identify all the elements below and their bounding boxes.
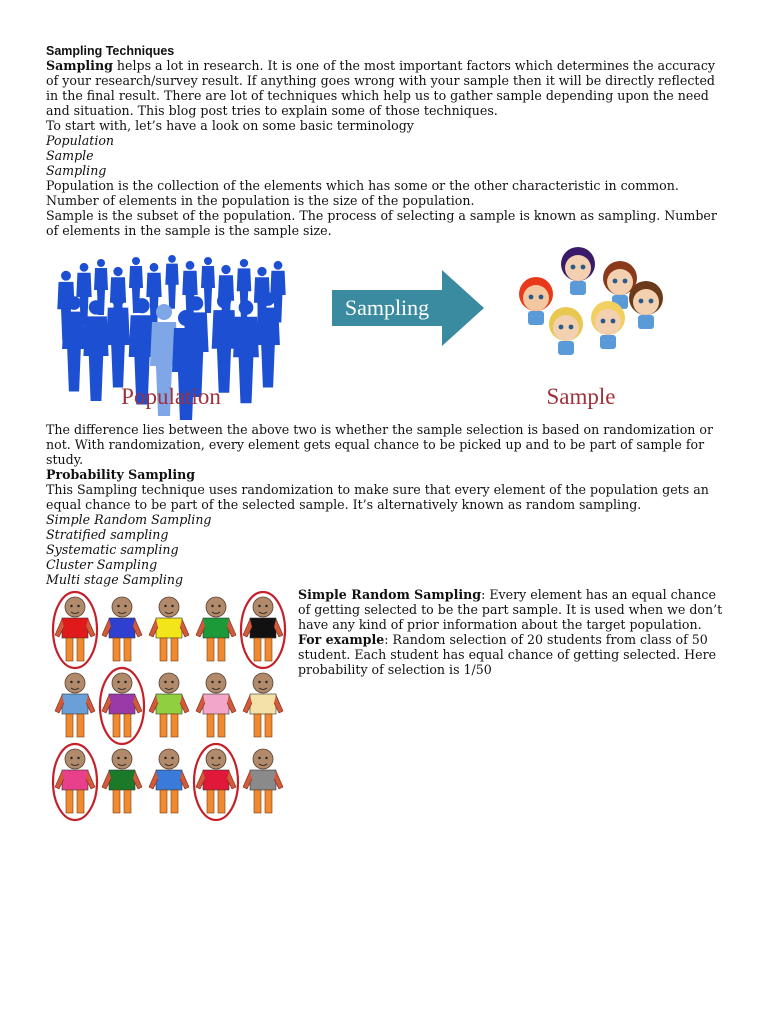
student-figure — [196, 673, 236, 737]
example-text: : Random selection of 20 students from class of 50 student. Each student has equal chance of getting selected. Here probability of selection is 1/50 — [298, 632, 717, 677]
student-figure — [196, 749, 236, 813]
intro-paragraph — [46, 58, 726, 118]
child-face — [519, 277, 553, 325]
type-stratified: Stratified sampling — [46, 527, 169, 542]
document-page — [46, 44, 726, 827]
example-label: For example — [298, 632, 385, 647]
population-sample-figure — [46, 242, 726, 420]
population-sample-illustration — [46, 242, 726, 420]
type-multi-stage: Multi stage Sampling — [46, 572, 184, 587]
arrow-label: Sampling — [344, 295, 430, 320]
student-figure — [243, 749, 283, 813]
srs-section — [46, 587, 726, 827]
person-silhouette — [201, 257, 215, 313]
students-grid-image — [46, 591, 291, 827]
person-silhouette — [165, 255, 178, 309]
child-face — [549, 307, 583, 355]
student-figure — [196, 597, 236, 661]
child-face — [591, 301, 625, 349]
child-face — [629, 281, 663, 329]
page-title: Sampling Techniques — [46, 44, 175, 58]
student-figure — [55, 673, 95, 737]
student-figure — [102, 749, 142, 813]
student-figure — [149, 673, 189, 737]
type-cluster: Cluster Sampling — [46, 557, 158, 572]
difference-paragraph: The difference lies between the above two is whether the sample selection is based on randomization or not. With randomization, every element gets equal chance to be picked up and to be part of sample for study. — [46, 422, 714, 467]
student-figure — [55, 749, 95, 813]
intro-lead: Sampling — [46, 58, 113, 73]
student-figure — [243, 597, 283, 661]
population-label: Population — [121, 384, 221, 409]
term-population: Population — [46, 133, 115, 148]
srs-description — [298, 587, 728, 677]
student-figure — [55, 597, 95, 661]
probability-heading: Probability Sampling — [46, 467, 196, 482]
srs-text: : Every element has an equal chance of getting selected to be the part sample. It is used when we don’t have any kind of prior information about the target population. — [298, 587, 723, 632]
type-simple-random: Simple Random Sampling — [46, 512, 212, 527]
term-sampling: Sampling — [46, 163, 107, 178]
type-systematic: Systematic sampling — [46, 542, 179, 557]
intro-text: helps a lot in research. It is one of the most important factors which determines the accuracy of your research/survey result. If anything goes wrong with your sample then it will be directly reflected in the final result. There are lot of techniques which help us to gather sample depending upon the need and situation. This blog post tries to explain some of those techniques. — [46, 58, 715, 118]
student-figure — [149, 749, 189, 813]
student-figure — [149, 597, 189, 661]
student-figure — [102, 597, 142, 661]
srs-heading: Simple Random Sampling — [298, 587, 482, 602]
term-sample: Sample — [46, 148, 94, 163]
child-face — [561, 247, 595, 295]
population-definition: Population is the collection of the elements which has some or the other characteristic in common. Number of elements in the population is the size of the population. — [46, 178, 679, 208]
terminology-intro: To start with, let’s have a look on some basic terminology — [46, 118, 414, 133]
student-figure — [243, 673, 283, 737]
student-figure — [102, 673, 142, 737]
sample-definition: Sample is the subset of the population. The process of selecting a sample is known as sampling. Number of elements in the sample is the sample size. — [46, 208, 717, 238]
sample-children-image — [519, 247, 663, 355]
sample-label: Sample — [546, 384, 616, 409]
probability-text: This Sampling technique uses randomization to make sure that every element of the population gets an equal chance to be part of the selected sample. It’s alternatively known as random sampling. — [46, 482, 709, 512]
